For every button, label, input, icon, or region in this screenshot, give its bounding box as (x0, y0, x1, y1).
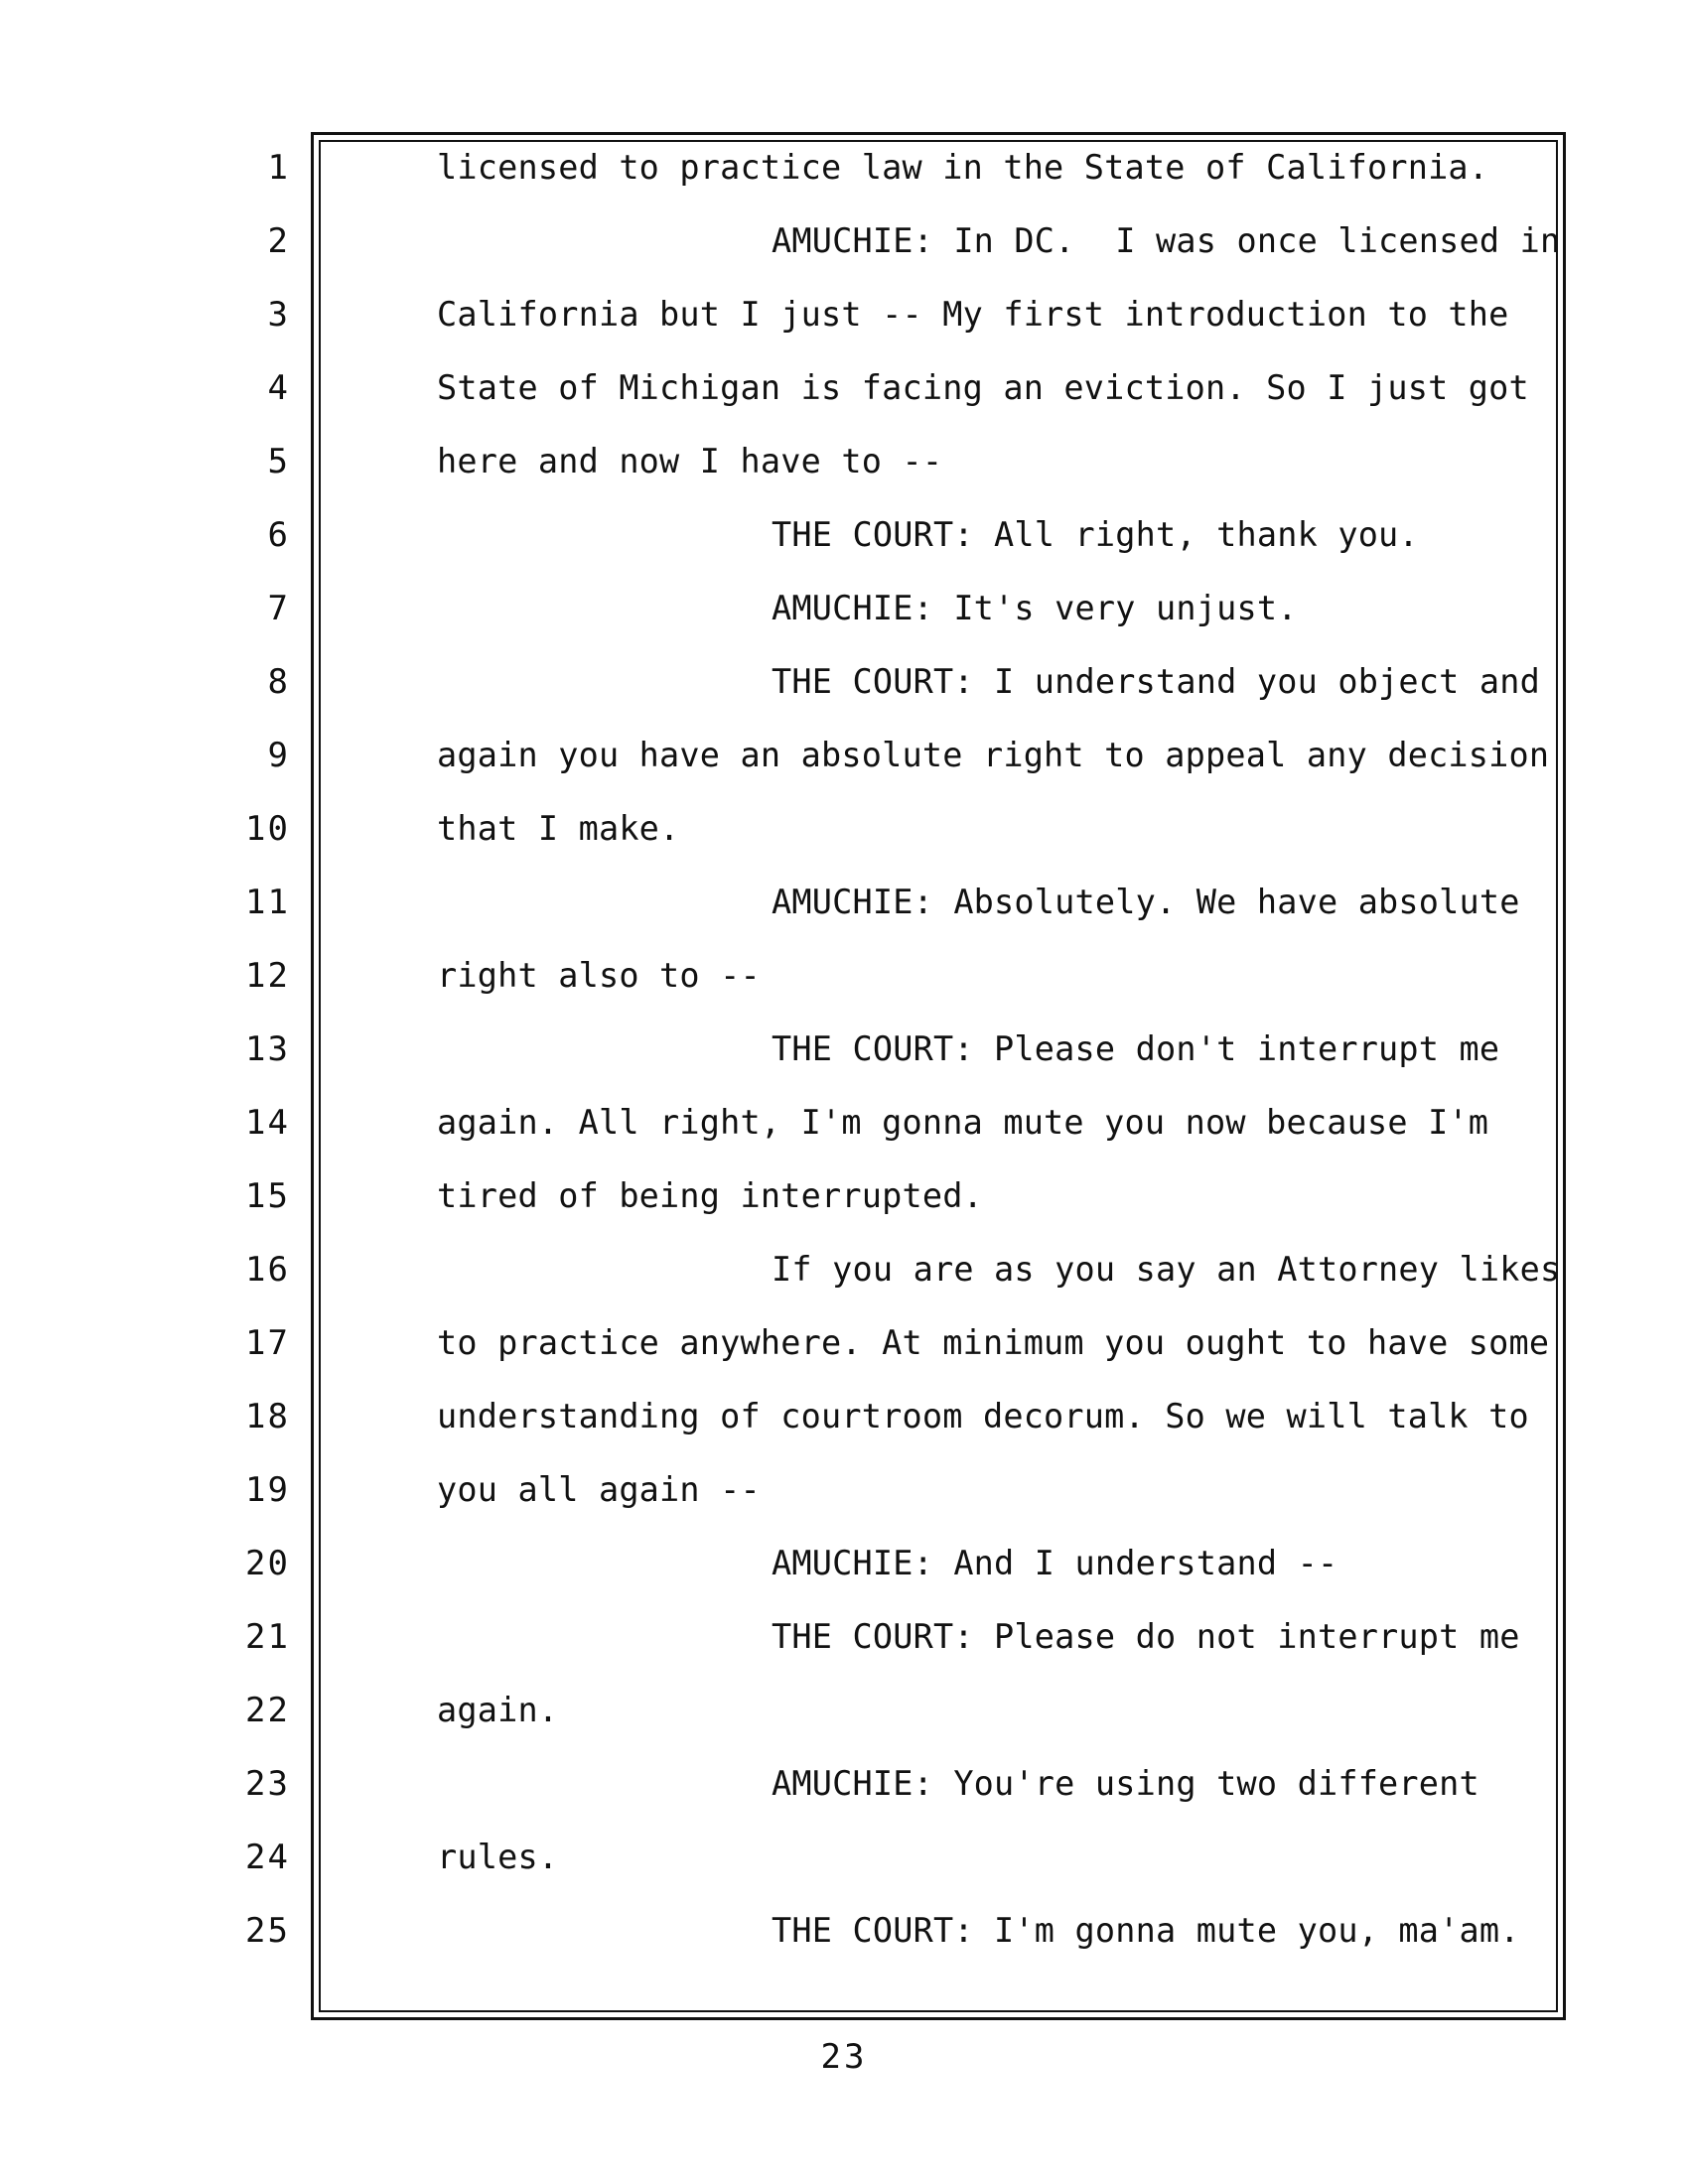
transcript-line: understanding of courtroom decorum. So we will talk to (437, 1397, 1529, 1435)
line-number: 14 (245, 1103, 290, 1143)
line-number: 16 (245, 1250, 290, 1290)
line-number: 3 (267, 295, 290, 335)
line-number: 19 (245, 1470, 290, 1510)
transcript-line: If you are as you say an Attorney likes (772, 1250, 1561, 1289)
transcript-line: that I make. (437, 809, 680, 848)
line-number: 7 (267, 589, 290, 628)
transcript-body (437, 142, 1561, 1979)
transcript-line: AMUCHIE: And I understand -- (772, 1544, 1338, 1582)
transcript-line: State of Michigan is facing an eviction. So I just got (437, 368, 1529, 407)
line-number: 24 (245, 1838, 290, 1877)
line-number: 25 (245, 1911, 290, 1951)
transcript-line: California but I just -- My first introduction to the (437, 295, 1509, 334)
line-number: 15 (245, 1176, 290, 1216)
transcript-line: AMUCHIE: Absolutely. We have absolute (772, 883, 1520, 921)
page-number: 23 (820, 2037, 868, 2077)
transcript-line: again you have an absolute right to appeal any decision (437, 736, 1550, 774)
transcript-line: here and now I have to -- (437, 442, 943, 480)
line-number: 22 (245, 1691, 290, 1730)
line-number: 2 (267, 221, 290, 261)
transcript-line: AMUCHIE: You're using two different (772, 1764, 1479, 1803)
line-number: 17 (245, 1323, 290, 1363)
line-number: 4 (267, 368, 290, 408)
line-number: 21 (245, 1617, 290, 1657)
transcript-line: licensed to practice law in the State of California. (437, 148, 1489, 187)
line-number: 5 (267, 442, 290, 481)
transcript-line: THE COURT: All right, thank you. (772, 515, 1419, 554)
transcript-line: you all again -- (437, 1470, 761, 1509)
transcript-line: AMUCHIE: In DC. I was once licensed in (772, 221, 1561, 260)
line-number: 8 (267, 662, 290, 702)
transcript-line: right also to -- (437, 956, 761, 995)
transcript-line: THE COURT: I understand you object and (772, 662, 1541, 701)
line-number: 23 (245, 1764, 290, 1804)
transcript-line: to practice anywhere. At minimum you ought to have some (437, 1323, 1550, 1362)
line-number: 9 (267, 736, 290, 775)
transcript-line: again. All right, I'm gonna mute you now because I'm (437, 1103, 1489, 1142)
transcript-line: THE COURT: Please do not interrupt me (772, 1617, 1520, 1656)
transcript-line: THE COURT: Please don't interrupt me (772, 1029, 1500, 1068)
line-number: 10 (245, 809, 290, 849)
line-number: 12 (245, 956, 290, 996)
line-number-column (199, 142, 290, 1979)
transcript-line: THE COURT: I'm gonna mute you, ma'am. (772, 1911, 1520, 1950)
line-number: 6 (267, 515, 290, 555)
line-number: 11 (245, 883, 290, 922)
line-number: 13 (245, 1029, 290, 1069)
transcript-line: again. (437, 1691, 559, 1729)
transcript-line: AMUCHIE: It's very unjust. (772, 589, 1298, 627)
transcript-line: tired of being interrupted. (437, 1176, 983, 1215)
transcript-line: rules. (437, 1838, 559, 1876)
line-number: 20 (245, 1544, 290, 1583)
line-number: 1 (267, 148, 290, 188)
line-number: 18 (245, 1397, 290, 1436)
